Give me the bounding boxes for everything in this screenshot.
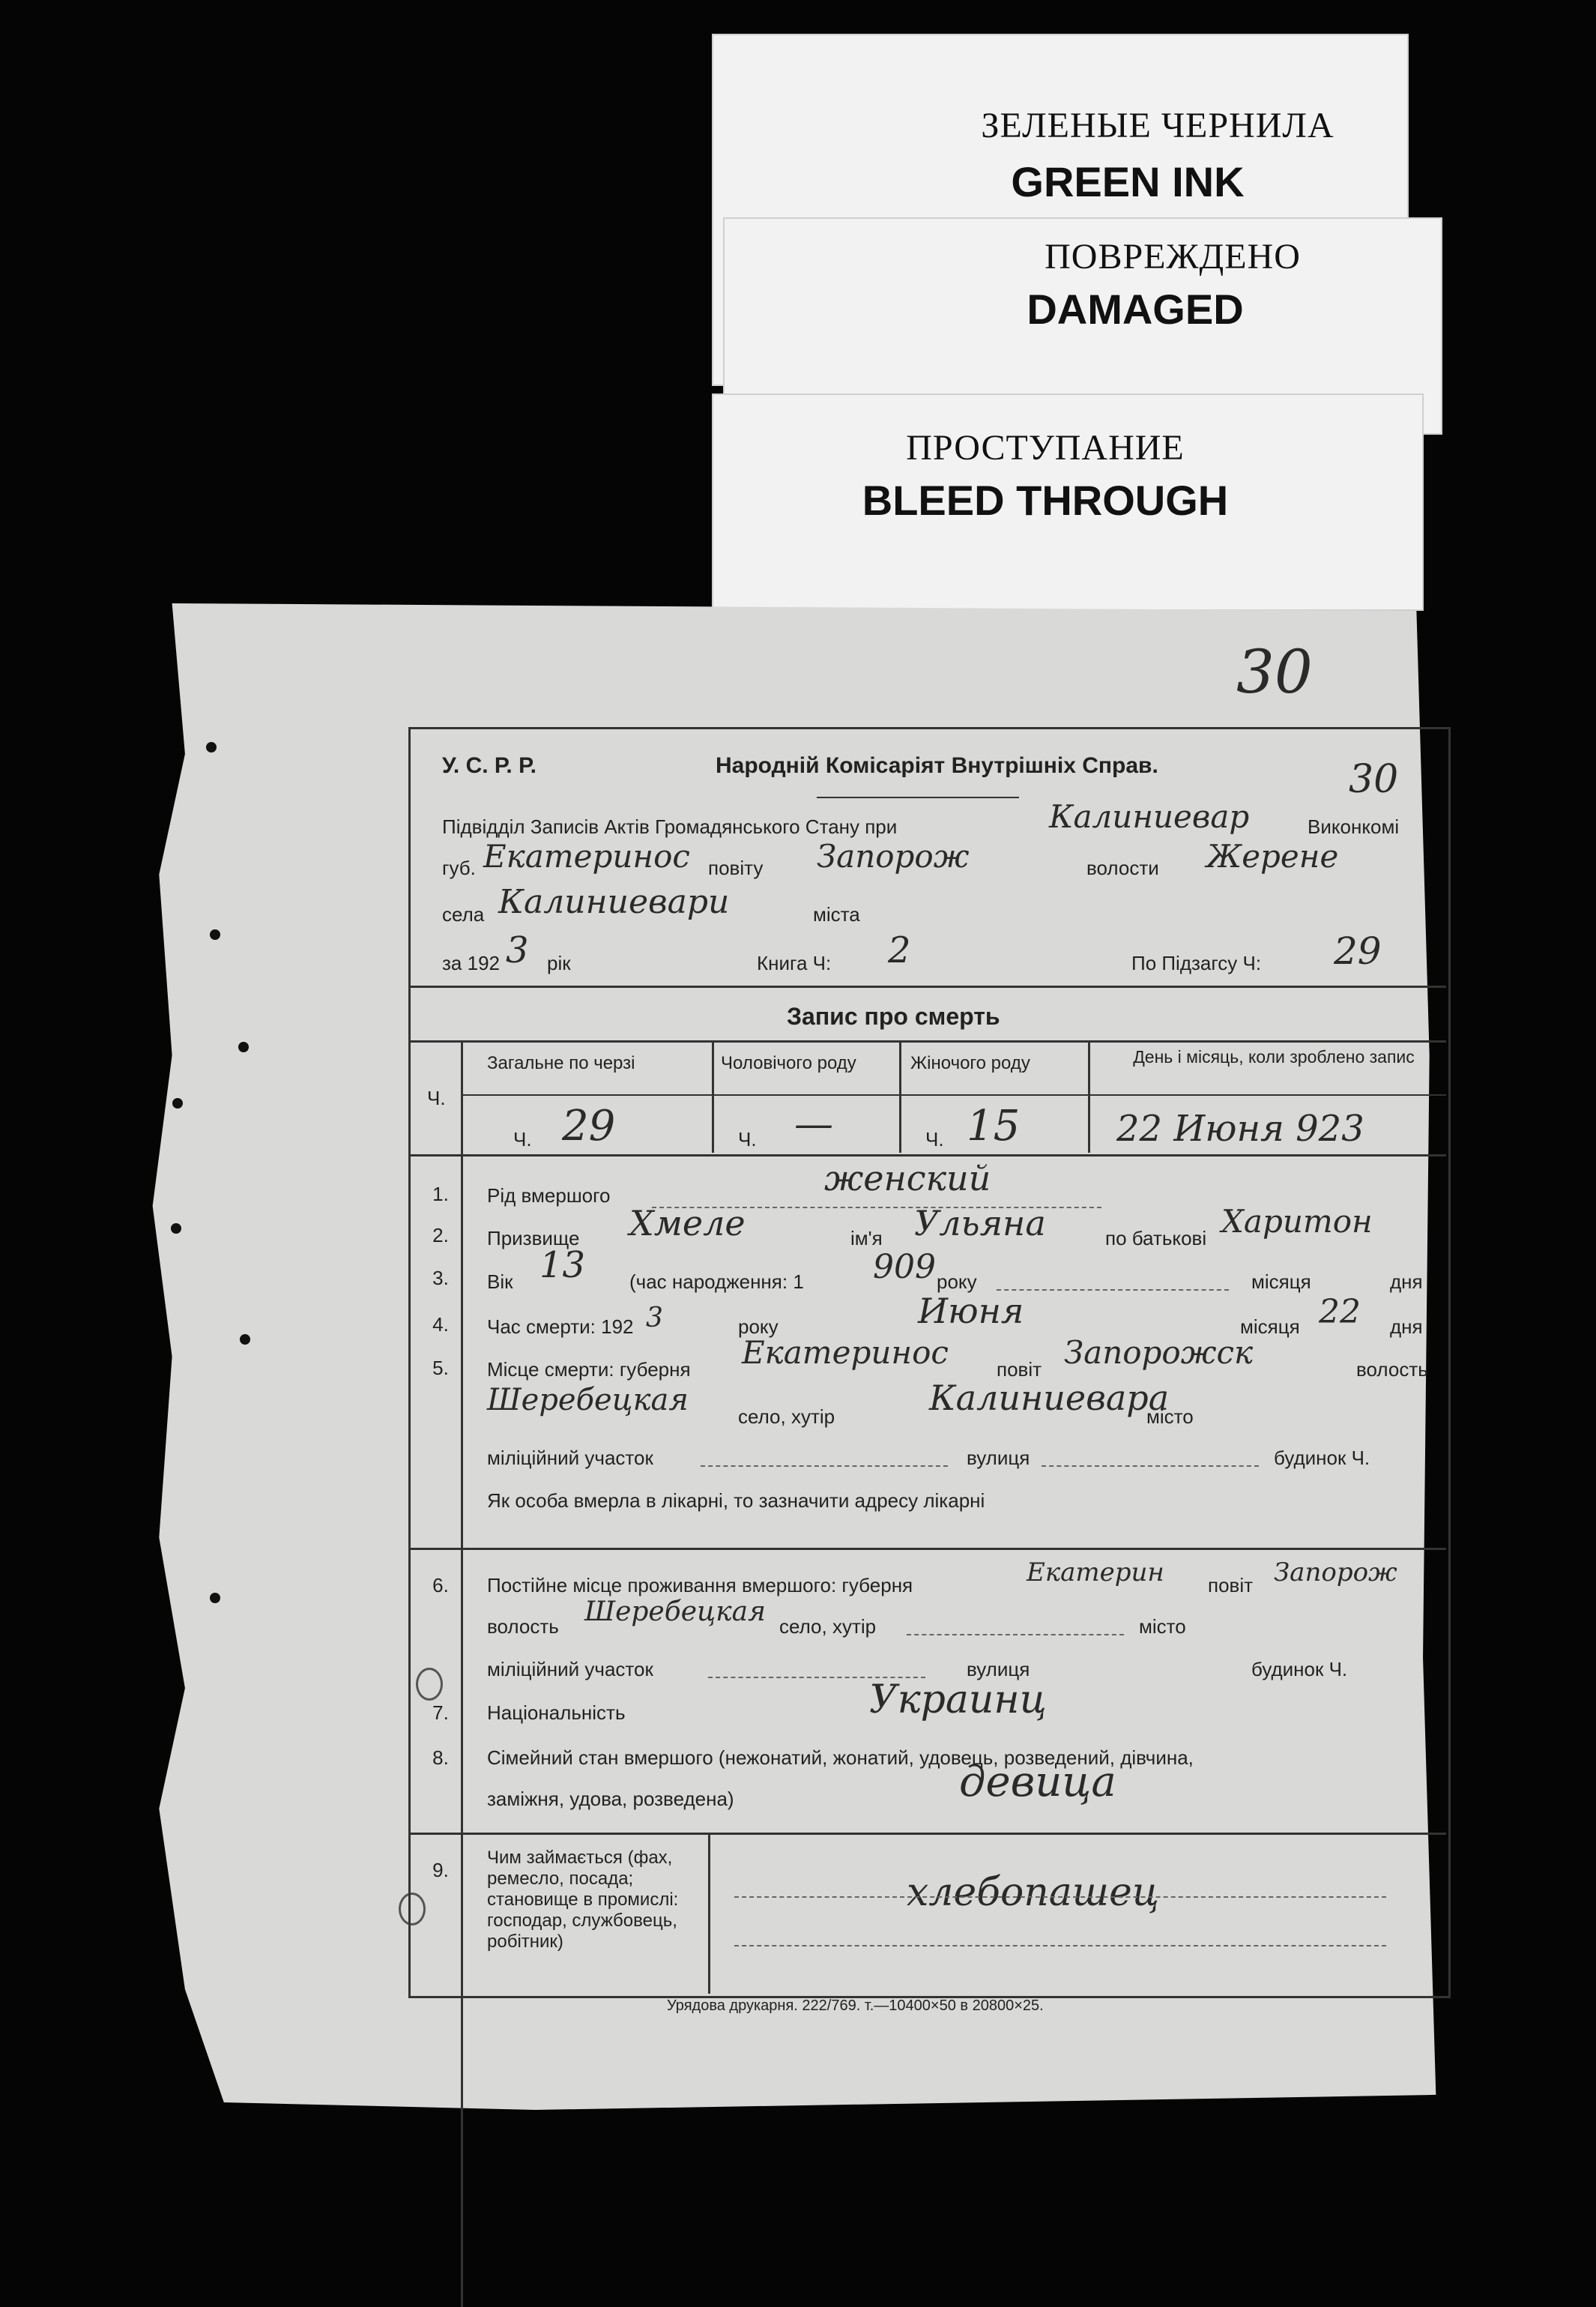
header-row2-povit-label: повіту — [708, 857, 764, 879]
fill-line — [701, 1465, 948, 1467]
birth-day-label: дня — [1390, 1270, 1423, 1293]
table-male-value: — — [794, 1102, 833, 1147]
death-place-label: Місце смерти: губерня — [487, 1358, 691, 1381]
residence-volost-value: Шеребецкая — [584, 1596, 766, 1627]
death-month-value: Июня — [918, 1291, 1024, 1331]
row-number: 4. — [432, 1313, 449, 1336]
header-row3-mista-label: міста — [813, 903, 860, 926]
table-col-divider — [461, 1040, 463, 2307]
fill-line — [734, 1896, 1386, 1898]
notice-en: GREEN INK — [1011, 158, 1245, 205]
birth-month-label: місяця — [1251, 1270, 1311, 1293]
death-city-label: місто — [1146, 1405, 1194, 1428]
death-day-label: дня — [1390, 1315, 1423, 1338]
notice-ru: ПОВРЕЖДЕНО — [1045, 237, 1301, 277]
header-row2-volost-label: волости — [1086, 857, 1159, 879]
residence-city-label: місто — [1139, 1615, 1186, 1638]
residence-village-label: село, хутір — [779, 1615, 877, 1638]
header-row2-povit-value: Запорож — [817, 838, 970, 875]
first-name-label: ім'я — [850, 1227, 883, 1249]
table-col-divider — [899, 1040, 901, 1153]
occupation-divider — [708, 1833, 710, 1994]
death-month-label: місяця — [1240, 1315, 1300, 1338]
birth-year-suffix: року — [937, 1270, 977, 1293]
table-col-divider — [712, 1040, 714, 1153]
residence-street-label: вулиця — [967, 1658, 1030, 1680]
table-ch-prefix: Ч. — [513, 1128, 532, 1151]
header-row3-selo-value: Калиниевари — [498, 883, 730, 921]
death-year-suffix: року — [738, 1315, 779, 1338]
punch-hole — [238, 1042, 249, 1052]
header-title: Народній Комісаріят Внутрішніх Справ. — [716, 753, 1158, 778]
table-col3-header: Жіночого роду — [910, 1053, 1030, 1073]
header-bottom-rule — [408, 986, 1446, 988]
fill-line — [997, 1289, 1229, 1291]
header-year-label: за 192 — [442, 952, 500, 974]
table-bottom-rule — [408, 1154, 1446, 1156]
surname-value: Хмеле — [629, 1203, 746, 1243]
punch-hole — [171, 1223, 181, 1234]
fill-line — [1042, 1465, 1259, 1467]
table-col4-header: День і місяць, коли зроблено запис — [1133, 1047, 1415, 1067]
deceased-sex-label: Рід вмершого — [487, 1184, 611, 1207]
residence-label: Постійне місце проживання вмершого: губерня — [487, 1574, 913, 1596]
header-row1-label: Підвідділ Записів Актів Громадянського Стану при — [442, 815, 898, 838]
punch-hole — [206, 742, 217, 753]
marital-status-value: девица — [959, 1758, 1116, 1806]
row-number: 7. — [432, 1701, 449, 1724]
table-header-rule — [461, 1094, 1446, 1096]
marital-status-label-cont: заміжня, удова, розведена) — [487, 1788, 734, 1810]
deceased-sex-value: женский — [824, 1158, 991, 1198]
death-gub-value: Екатеринос — [742, 1334, 949, 1371]
notice-en: BLEED THROUGH — [862, 477, 1229, 524]
nationality-label: Національність — [487, 1701, 626, 1724]
death-volost-label: волость — [1356, 1358, 1428, 1381]
header-year-value: 3 — [506, 929, 529, 971]
death-day-value: 22 — [1319, 1293, 1361, 1331]
section-rule — [408, 1833, 1446, 1835]
age-value: 13 — [539, 1244, 586, 1286]
death-time-label: Час смерти: 192 — [487, 1315, 634, 1338]
row-number: 9. — [432, 1859, 449, 1881]
death-street-label: вулиця — [967, 1447, 1030, 1469]
row-number: 5. — [432, 1357, 449, 1379]
table-total-value: 29 — [562, 1102, 616, 1151]
header-book-label: Книга Ч: — [757, 952, 832, 974]
notice-en: DAMAGED — [1027, 286, 1244, 333]
fill-line — [734, 1945, 1386, 1946]
residence-militia-label: міліційний участок — [487, 1658, 653, 1680]
birth-year-value: 909 — [873, 1248, 936, 1286]
row-number: 8. — [432, 1746, 449, 1769]
occupation-value: хлебопашец — [907, 1870, 1160, 1915]
table-col-ch: Ч. — [427, 1087, 446, 1109]
birth-label: (час народження: 1 — [629, 1270, 804, 1293]
row-number: 1. — [432, 1183, 449, 1205]
patronymic-value: Харитон — [1221, 1203, 1373, 1240]
table-ch-prefix: Ч. — [925, 1128, 944, 1151]
death-povit-label: повіт — [997, 1358, 1042, 1381]
table-top-rule — [408, 1040, 1446, 1043]
page-number: 30 — [1236, 637, 1313, 707]
header-subzags-value: 29 — [1334, 929, 1382, 973]
punch-hole — [210, 929, 220, 940]
occupation-label: Чим займається (фах, ремесло, посада; становище в промислі: господар, службовець, робітник) — [487, 1848, 679, 1952]
notice-ru: ПРОСТУПАНИЕ — [906, 428, 1185, 468]
residence-povit-label: повіт — [1208, 1574, 1254, 1596]
death-volost-value: Шеребецкая — [487, 1383, 689, 1417]
table-female-value: 15 — [967, 1102, 1021, 1151]
header-rule — [817, 797, 1019, 798]
header-ussr: У. С. Р. Р. — [442, 753, 536, 778]
header-row2-volost-value: Жерене — [1206, 838, 1339, 875]
hospital-address-label: Як особа вмерла в лікарні, то зазначити адресу лікарні — [487, 1489, 985, 1512]
table-col2-header: Чоловічого роду — [721, 1053, 856, 1073]
header-row2-gub-value: Екатеринос — [483, 838, 690, 875]
punch-hole — [240, 1334, 250, 1345]
marital-status-label: Сімейний стан вмершого (нежонатий, жонатий, удовець, розведений, дівчина, — [487, 1746, 1194, 1769]
first-name-value: Ульяна — [914, 1203, 1046, 1243]
death-year-value: 3 — [646, 1303, 663, 1333]
punch-hole — [172, 1098, 183, 1109]
notice-ru: ЗЕЛЕНЫЕ ЧЕРНИЛА — [981, 106, 1334, 145]
row-number: 3. — [432, 1267, 449, 1289]
death-povit-value: Запорожск — [1064, 1334, 1254, 1371]
table-col1-header: Загальне по черзі — [487, 1053, 635, 1073]
residence-volost-label: волость — [487, 1615, 559, 1638]
nationality-value: Украинц — [869, 1677, 1047, 1722]
death-village-label: село, хутір — [738, 1405, 835, 1428]
row-number: 2. — [432, 1224, 449, 1246]
fill-line — [907, 1634, 1124, 1635]
section-rule — [408, 1548, 1446, 1550]
table-ch-prefix: Ч. — [738, 1128, 757, 1151]
patronymic-label: по батькові — [1105, 1227, 1207, 1249]
header-row1-value: Калиниевар — [1049, 798, 1250, 835]
header-subzags-label: По Підзагсу Ч: — [1131, 952, 1262, 974]
residence-gub-value: Екатерин — [1027, 1557, 1164, 1587]
death-village-value: Калиниевара — [929, 1378, 1170, 1418]
age-label: Вік — [487, 1270, 513, 1293]
notice-card-bleed-through — [712, 393, 1424, 611]
header-row1-end: Виконкомі — [1308, 815, 1400, 838]
header-corner-number: 30 — [1349, 757, 1399, 802]
death-house-label: будинок Ч. — [1274, 1447, 1370, 1469]
header-year-suffix: рік — [547, 952, 571, 974]
header-row3-selo-label: села — [442, 903, 485, 926]
death-militia-label: міліційний участок — [487, 1447, 653, 1469]
header-row2-gub-label: губ. — [442, 857, 476, 879]
surname-label: Призвище — [487, 1227, 580, 1249]
residence-povit-value: Запорож — [1274, 1557, 1397, 1587]
residence-house-label: будинок Ч. — [1251, 1658, 1348, 1680]
printer-footer: Урядова друкарня. 222/769. т.—10400×50 в 20800×25. — [667, 1997, 1044, 2014]
header-book-value: 2 — [888, 929, 911, 971]
record-title: Запис про смерть — [787, 1003, 1000, 1030]
punch-hole — [210, 1593, 220, 1603]
row-number: 6. — [432, 1574, 449, 1596]
table-date-value: 22 Июня 923 — [1116, 1108, 1364, 1150]
table-col-divider — [1088, 1040, 1090, 1153]
